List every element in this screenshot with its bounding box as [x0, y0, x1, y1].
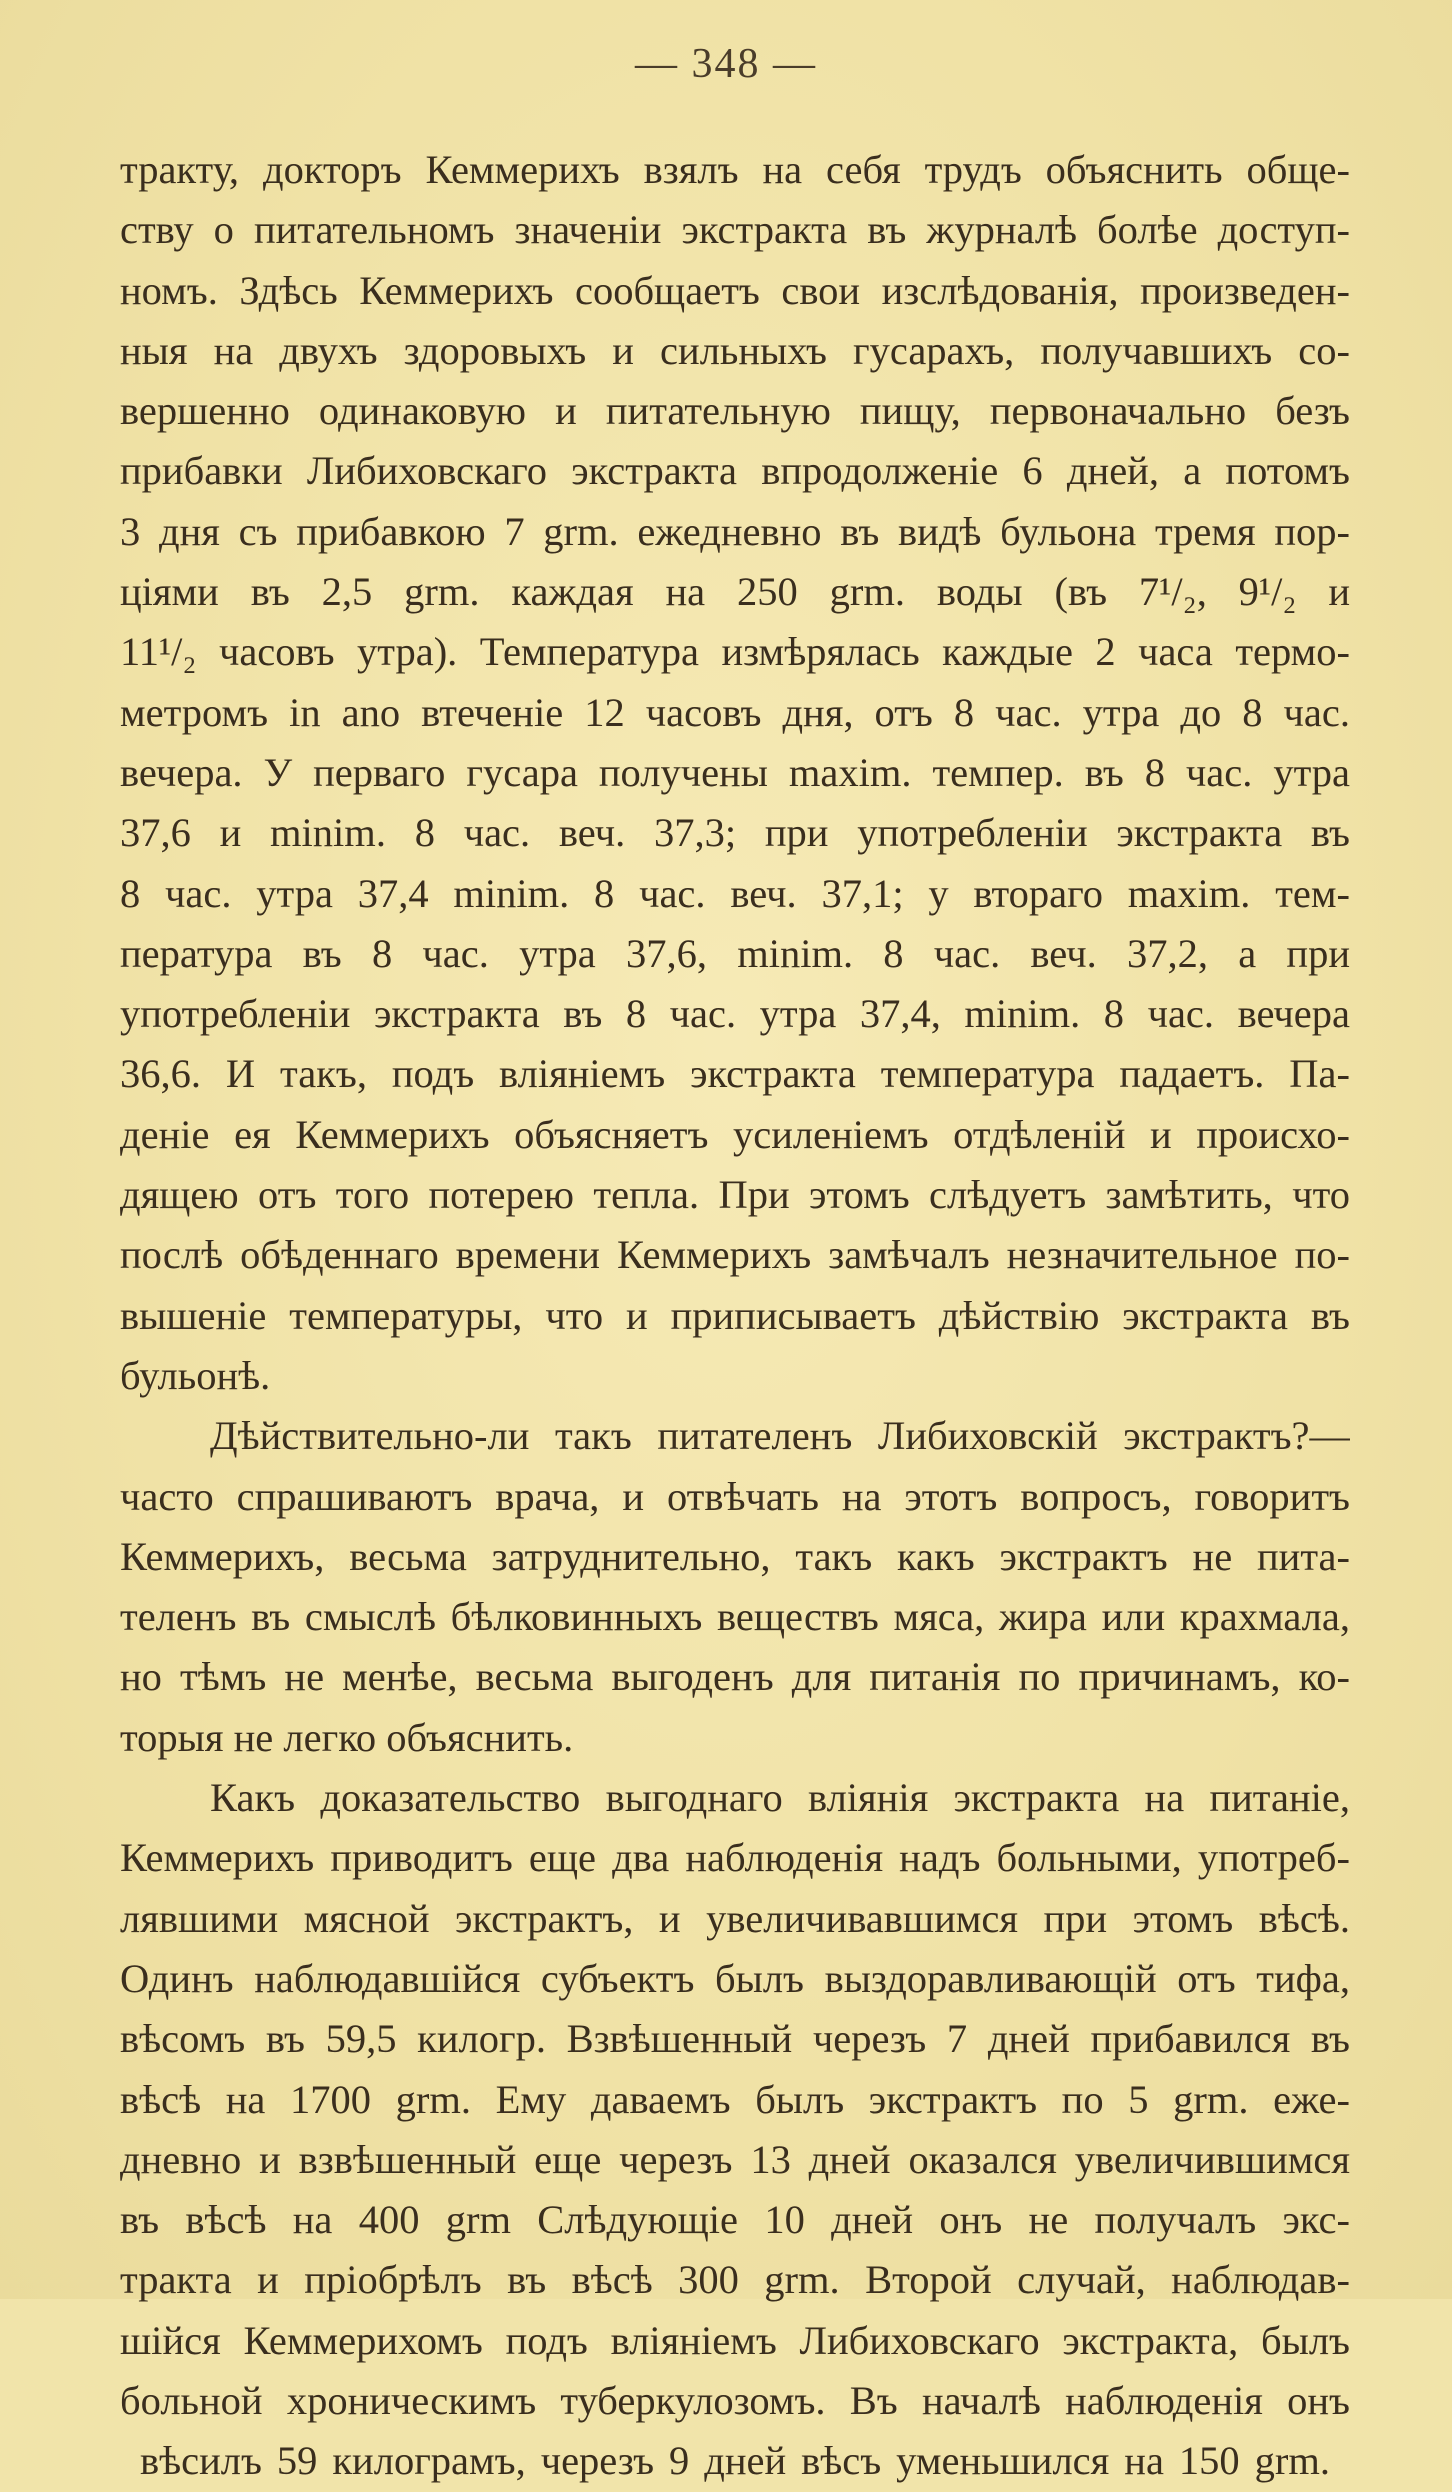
text-line: Одинъ наблюдавшiйся субъектъ былъ выздоравливающiй отъ тифа,	[120, 1955, 1350, 2001]
text-body	[120, 140, 1350, 2492]
text-line: ныя на двухъ здоровыхъ и сильныхъ гусарахъ, получавшихъ со-	[120, 327, 1350, 373]
text-line: вѣсилъ 59 килограмъ, черезъ 9 дней вѣсъ уменьшился на 150 grm.	[140, 2438, 1330, 2484]
text-line: Кеммерихъ приводитъ еще два наблюденiя надъ больными, употреб-	[120, 1835, 1350, 1881]
text-line: послѣ обѣденнаго времени Кеммерихъ замѣчалъ незначительное по-	[120, 1232, 1350, 1278]
text-line: больной хроническимъ туберкулозомъ. Въ началѣ наблюденiя онъ	[120, 2377, 1350, 2423]
text-line: тракту, докторъ Кеммерихъ взялъ на себя трудъ объяснить обще-	[120, 147, 1350, 192]
text-line: денiе ея Кеммерихъ объясняетъ усиленiемъ отдѣленiй и происхо-	[120, 1111, 1350, 1157]
text-line: 11¹/₂ часовъ утра). Температура измѣрялась каждые 2 часа термо-	[120, 629, 1350, 675]
text-line: прибавки Либиховскаго экстракта впродолженiе 6 дней, а потомъ	[120, 448, 1350, 494]
text-line: вечера. У перваго гусара получены maxim. темпер. въ 8 час. утра	[120, 749, 1350, 795]
text-line: но тѣмъ не менѣе, весьма выгоденъ для питанiя по причинамъ, ко-	[120, 1654, 1350, 1700]
text-line: часто спрашиваютъ врача, и отвѣчать на этотъ вопросъ, говоритъ	[120, 1473, 1350, 1519]
paragraph-first-line: Дѣйствительно-ли такъ питателенъ Либиховскiй экстрактъ?—	[210, 1413, 1350, 1459]
text-line: тракта и прiобрѣлъ въ вѣсѣ 300 grm. Второй случай, наблюдав-	[120, 2257, 1350, 2303]
text-line: номъ. Здѣсь Кеммерихъ сообщаетъ свои изслѣдованiя, произведен-	[120, 267, 1350, 313]
text-line: вѣсомъ въ 59,5 килогр. Взвѣшенный черезъ 7 дней прибавился въ	[120, 2016, 1350, 2062]
text-line: бульонѣ.	[120, 1352, 271, 1398]
text-line: 3 дня съ прибавкою 7 grm. ежедневно въ видѣ бульона тремя пор-	[120, 508, 1350, 554]
text-line: употребленiи экстракта въ 8 час. утра 37,4, minim. 8 час. вечера	[120, 991, 1350, 1037]
text-line: въ вѣсѣ на 400 grm Слѣдующiе 10 дней онъ не получалъ экс-	[120, 2197, 1350, 2243]
text-line: дящею отъ того потерею тепла. При этомъ слѣдуетъ замѣтить, что	[120, 1172, 1350, 1218]
text-line: вѣсѣ на 1700 grm. Ему даваемъ былъ экстрактъ по 5 grm. еже-	[120, 2076, 1350, 2122]
text-line: лявшими мясной экстрактъ, и увеличивавшимся при этомъ вѣсѣ.	[120, 1895, 1350, 1941]
text-line: 8 час. утра 37,4 minim. 8 час. веч. 37,1; у втораго maxim. тем-	[120, 870, 1350, 916]
text-line: 36,6. И такъ, подъ влiянiемъ экстракта температура падаетъ. Па-	[120, 1051, 1350, 1097]
text-line: пература въ 8 час. утра 37,6, minim. 8 час. веч. 37,2, а при	[120, 930, 1350, 976]
text-line: Кеммерихъ, весьма затруднительно, такъ какъ экстрактъ не пита-	[120, 1533, 1350, 1579]
text-line: метромъ in ano втеченiе 12 часовъ дня, отъ 8 час. утра до 8 час.	[120, 689, 1350, 735]
page-number: — 348 —	[635, 41, 817, 87]
paragraph-first-line: Какъ доказательство выгоднаго влiянiя экстракта на питанiе,	[210, 1775, 1350, 1821]
text-line: 37,6 и minim. 8 час. веч. 37,3; при употребленiи экстракта въ	[120, 810, 1350, 856]
text-line: вышенiе температуры, что и приписываетъ дѣйствiю экстракта въ	[120, 1292, 1350, 1338]
text-line: цiями въ 2,5 grm. каждая на 250 grm. воды (въ 7¹/₂, 9¹/₂ и	[120, 569, 1350, 615]
text-line: ству о питательномъ значенiи экстракта въ журналѣ болѣе доступ-	[120, 207, 1350, 253]
text-line: теленъ въ смыслѣ бѣлковинныхъ веществъ мяса, жира или крахмала,	[120, 1594, 1350, 1640]
text-line: вершенно одинаковую и питательную пищу, первоначально безъ	[120, 388, 1350, 434]
text-line: шiйся Кеммерихомъ подъ влiянiемъ Либиховскаго экстракта, былъ	[120, 2317, 1350, 2363]
text-line: дневно и взвѣшенный еще черезъ 13 дней оказался увеличившимся	[120, 2136, 1350, 2182]
text-line: торыя не легко объяснить.	[120, 1714, 574, 1760]
